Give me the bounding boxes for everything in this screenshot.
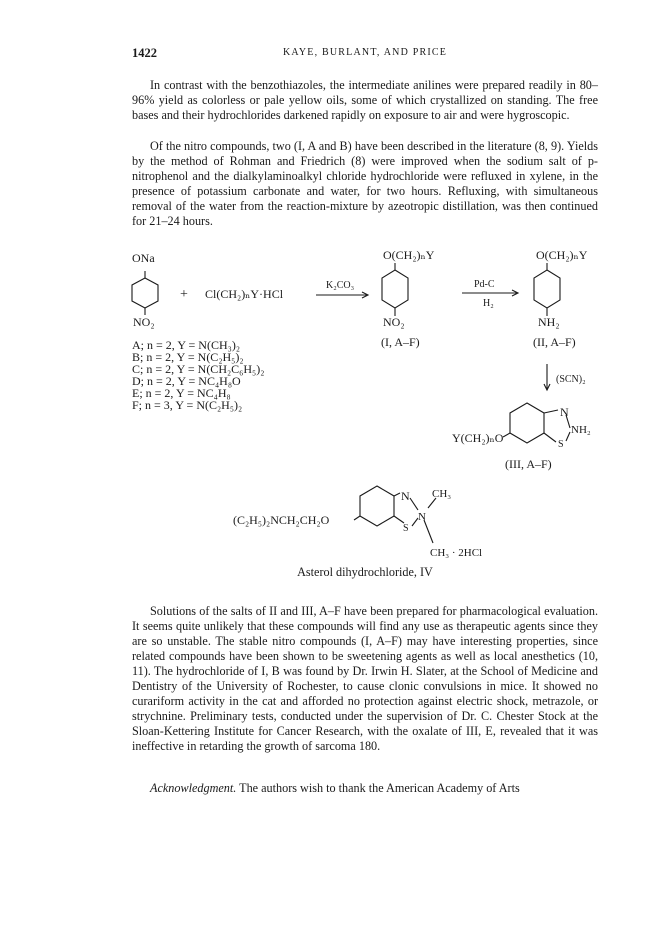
- asterol-s-label: S: [403, 523, 409, 534]
- product3-s-label: S: [558, 439, 564, 450]
- arrow-scn: [544, 364, 550, 390]
- reactant-bottom-label: NO₂: [133, 315, 155, 329]
- product2-compound-label: (II, A–F): [533, 335, 576, 349]
- benzene-ring-1: [132, 271, 158, 315]
- benzene-ring-2: [382, 263, 408, 316]
- arrow-k2co3: [316, 292, 368, 298]
- product2-top-label: O(CH₂)ₙY: [536, 248, 588, 262]
- figure-caption: Asterol dihydrochloride, IV: [297, 565, 433, 579]
- asterol-left-label: (C₂H₅)₂NCH₂CH₂O: [233, 513, 330, 527]
- paragraph-anilines: In contrast with the benzothiazoles, the intermediate anilines were prepared readily in 80–96% yield as colorless or pale yellow oils, some of which crystallized on standing. The free bases and their hydrochlorides darkened rapidly on exposure to air and were hygroscopic.: [132, 78, 598, 122]
- product1-compound-label: (I, A–F): [381, 335, 420, 349]
- paragraph-pharmacology: Solutions of the salts of II and III, A–F have been prepared for pharmacological evaluation. It seems quite unlikely that these compounds will find any use as therapeutic agents since they are so unstable. The stable nitro compounds (I, A–F) may have interesting properties, since related compounds have been shown to be sweetening agents as well as local anesthetics (10, 11). The hydrochloride of I, B was found by Dr. Irwin H. Slater, at the School of Medicine and Dentistry of the University of Rochester, to cause clonic convulsions in mice. It showed no curariform activity in the cat and afforded no protection against electric shock, metrazole, or strychnine. Preliminary tests, conducted under the supervision of Dr. C. Chester Stock at the Sloan-Kettering Institute for Cancer Research, with the oxalate of III, E, revealed that it was ineffective in retarding the growth of sarcoma 180.: [132, 604, 598, 753]
- plus-sign: +: [180, 287, 188, 302]
- variant-list: [132, 338, 264, 412]
- acknowledgment-text: The authors wish to thank the American Academy of Arts: [236, 781, 520, 795]
- variant-item: A; n = 2, Y = N(CH₃)₂: [132, 338, 241, 352]
- variant-item: E; n = 2, Y = NC₄H₈: [132, 386, 231, 400]
- asterol-ch3-bottom-label: CH₃ · 2HCl: [430, 547, 483, 559]
- product2-bottom-label: NH₂: [538, 315, 560, 329]
- asterol-ch3-top-label: CH₃: [432, 488, 452, 500]
- product1-bottom-label: NO₂: [383, 315, 405, 329]
- reactant-top-label: ONa: [132, 251, 155, 265]
- acknowledgment-label: Acknowledgment.: [150, 781, 237, 795]
- variant-item: D; n = 2, Y = NC₄H₈O: [132, 374, 241, 388]
- arrow1-label: K₂CO₃: [326, 280, 355, 291]
- arrow3-label: (SCN)₂: [556, 374, 586, 385]
- arrow2-bottom-label: H₂: [483, 298, 494, 309]
- variant-item: F; n = 3, Y = N(C₂H₅)₂: [132, 398, 243, 412]
- reagent-label: Cl(CH₂)ₙY·HCl: [205, 287, 284, 301]
- benzene-ring-3: [534, 263, 560, 316]
- running-title: KAYE, BURLANT, AND PRICE: [282, 47, 448, 58]
- arrow2-top-label: Pd-C: [474, 279, 495, 290]
- product3-n-label: N: [560, 405, 569, 419]
- product1-top-label: O(CH₂)ₙY: [383, 248, 435, 262]
- variant-item: C; n = 2, Y = N(CH₂C₆H₅)₂: [132, 362, 265, 376]
- product3-left-label: Y(CH₂)ₙO: [452, 431, 504, 445]
- variant-item: B; n = 2, Y = N(C₂H₅)₂: [132, 350, 244, 364]
- asterol-n2-label: N: [418, 511, 426, 523]
- page-number: 1422: [132, 46, 157, 60]
- arrow-pd-c: [462, 290, 518, 296]
- paragraph-nitro-compounds: Of the nitro compounds, two (I, A and B) have been described in the literature (8, 9). Yields by the method of Rohman and Friedrich (8) were improved when the sodium salt of p-nitrophenol and the dialkylaminoalkyl chloride hydrochloride were refluxed in xylene, in the presence of potassium carbonate and water, for two hours. Refluxing, with simultaneous removal of the water from the reaction-mixture by azeotropic distillation, was then continued for 21–24 hours.: [132, 139, 598, 228]
- paragraph-acknowledgment: [132, 781, 598, 796]
- product3-compound-label: (III, A–F): [505, 457, 552, 471]
- asterol-n-label: N: [401, 489, 410, 503]
- product3-nh2-label: NH₂: [571, 424, 591, 436]
